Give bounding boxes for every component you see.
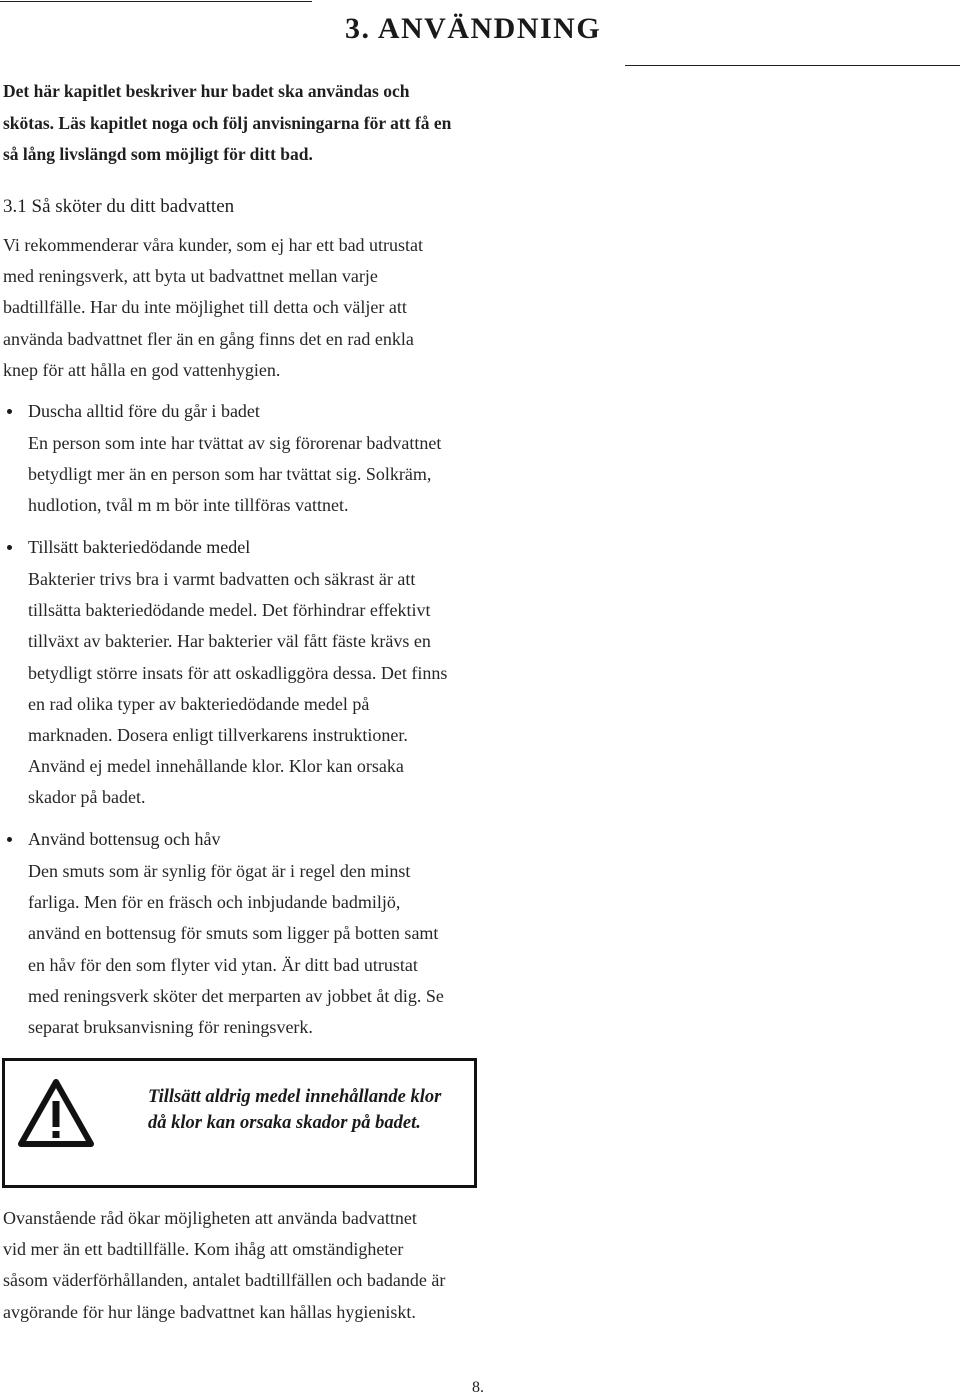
section-heading: 3.1 Så sköter du ditt badvatten	[3, 196, 235, 217]
paragraph-line: marknaden. Dosera enligt tillverkarens instruktioner.	[28, 725, 408, 746]
paragraph-line: Använd ej medel innehållande klor. Klor kan orsaka	[28, 756, 404, 777]
chapter-title: 3. ANVÄNDNING	[345, 12, 602, 45]
closing-paragraph	[3, 1203, 445, 1328]
bullet-paragraph	[28, 856, 444, 1043]
paragraph-line: separat bruksanvisning för reningsverk.	[28, 1017, 313, 1038]
paragraph-line: knep för att hålla en god vattenhygien.	[3, 359, 281, 380]
top-rule-left	[0, 1, 312, 2]
bullet-dot	[7, 837, 12, 842]
paragraph-line: tillsätta bakteriedödande medel. Det förhindrar effektivt	[28, 600, 431, 621]
intro-line: så lång livslängd som möjligt för ditt bad.	[3, 144, 313, 164]
warning-line: då klor kan orsaka skador på badet.	[148, 1113, 421, 1133]
paragraph-line: använda badvattnet fler än en gång finns det en rad enkla	[3, 328, 414, 349]
title-rule-right	[625, 65, 960, 66]
paragraph-line: En person som inte har tvättat av sig förorenar badvattnet	[28, 433, 442, 453]
paragraph-line: Bakterier trivs bra i varmt badvatten och säkrast är att	[28, 569, 416, 589]
intro-line: skötas. Läs kapitlet noga och följ anvisningarna för att få en	[3, 112, 452, 133]
bullet-title: Duscha alltid före du går i badet	[28, 401, 260, 421]
bullet-paragraph	[28, 428, 441, 522]
bullet-paragraph	[28, 564, 447, 814]
paragraph-line: betydligt större insats för att oskadliggöra dessa. Det finns	[28, 662, 448, 683]
paragraph-line: med reningsverk, att byta ut badvattnet mellan varje	[3, 266, 378, 287]
paragraph-line: tillväxt av bakterier. Har bakterier väl fått fäste krävs en	[28, 631, 431, 652]
paragraph-line: farliga. Men för en fräsch och inbjudande badmiljö,	[28, 892, 401, 913]
paragraph-line: skador på badet.	[28, 787, 146, 808]
bullet-title: Använd bottensug och håv	[28, 829, 221, 849]
paragraph-line: hudlotion, tvål m m bör inte tillföras vattnet.	[28, 495, 349, 516]
paragraph-line: avgörande för hur länge badvattnet kan hållas hygieniskt.	[3, 1301, 416, 1322]
warning-triangle-icon	[18, 1079, 94, 1147]
paragraph-line: Ovanstående råd ökar möjligheten att använda badvattnet	[3, 1208, 417, 1228]
warning-line: Tillsätt aldrig medel innehållande klor	[148, 1087, 442, 1107]
paragraph-line: vid mer än ett badtillfälle. Kom ihåg att omständigheter	[3, 1239, 404, 1260]
paragraph-line: Den smuts som är synlig för ögat är i regel den minst	[28, 861, 411, 881]
paragraph-line: med reningsverk sköter det merparten av jobbet åt dig. Se	[28, 985, 444, 1006]
paragraph-line: använd en bottensug för smuts som ligger på botten samt	[28, 923, 439, 944]
paragraph-line: en rad olika typer av bakteriedödande medel på	[28, 693, 370, 714]
bullet-title: Tillsätt bakteriedödande medel	[28, 537, 251, 557]
bullet-dot	[7, 545, 12, 550]
section-paragraph	[3, 230, 423, 386]
paragraph-line: såsom väderförhållanden, antalet badtillfällen och badande är	[3, 1270, 446, 1291]
paragraph-line: badtillfälle. Har du inte möjlighet till detta och väljer att	[3, 297, 407, 318]
intro-paragraph	[3, 76, 563, 171]
intro-line: Det här kapitlet beskriver hur badet ska användas och	[3, 81, 410, 101]
bullet-dot	[7, 409, 12, 414]
paragraph-line: betydligt mer än en person som har tvättat sig. Solkräm,	[28, 464, 432, 485]
paragraph-line: Vi rekommenderar våra kunder, som ej har ett bad utrustat	[3, 235, 424, 255]
warning-text	[148, 1084, 441, 1136]
paragraph-line: en håv för den som flyter vid ytan. Är ditt bad utrustat	[28, 954, 418, 975]
page-number: 8.	[472, 1379, 484, 1396]
